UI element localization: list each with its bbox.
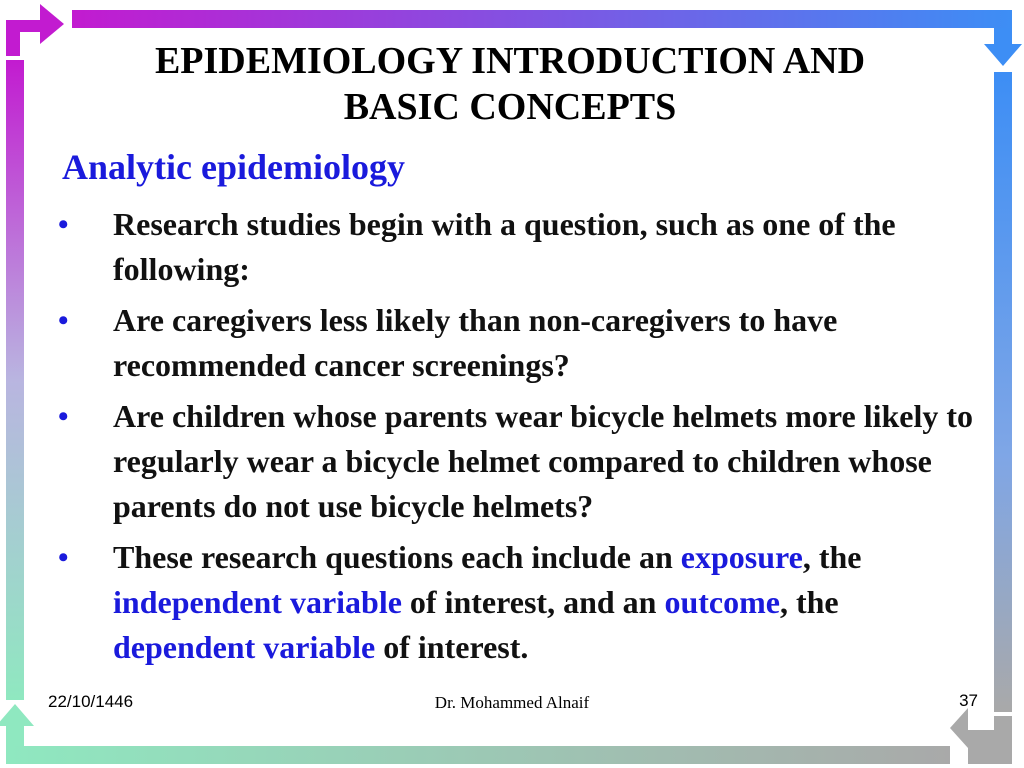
frame-left-bar bbox=[6, 60, 24, 700]
bullet-marker: • bbox=[58, 208, 69, 241]
bullet-text: Research studies begin with a question, such as one of the following: bbox=[113, 206, 896, 287]
bullet-marker: • bbox=[58, 400, 69, 433]
bullet-text: Are caregivers less likely than non-caregivers to have recommended cancer screenings? bbox=[113, 302, 838, 383]
bottom-right-arrow bbox=[950, 708, 1012, 764]
frame-right-bar bbox=[994, 72, 1012, 712]
frame-bottom-bar bbox=[6, 746, 950, 764]
frame-top-bar bbox=[72, 10, 1012, 28]
term-exposure: exposure bbox=[680, 539, 803, 575]
bullet-text-part: , the bbox=[802, 539, 862, 575]
page-number: 37 bbox=[959, 691, 978, 710]
top-left-arrow bbox=[6, 4, 64, 56]
section-subtitle: Analytic epidemiology bbox=[62, 147, 405, 187]
bullet-item bbox=[58, 535, 988, 670]
bullet-list bbox=[58, 202, 988, 676]
bullet-item bbox=[58, 202, 988, 292]
bullet-marker: • bbox=[58, 541, 69, 574]
bullet-text bbox=[113, 539, 861, 665]
bullet-text: Are children whose parents wear bicycle helmets more likely to regularly wear a bicycle helmet compared to children whose parents do not use bicycle helmets? bbox=[113, 398, 974, 524]
bullet-text-part: of interest. bbox=[375, 629, 529, 665]
page-title: EPIDEMIOLOGY INTRODUCTION AND BASIC CONCEPTS bbox=[154, 40, 866, 128]
bullet-text-part: , the bbox=[779, 584, 839, 620]
bullet-text-part: These research questions each include an bbox=[113, 539, 681, 575]
bullet-text-part: of interest, and an bbox=[401, 584, 665, 620]
term-independent-variable: independent variable bbox=[113, 584, 402, 620]
bullet-item bbox=[58, 298, 988, 388]
term-outcome: outcome bbox=[664, 584, 780, 620]
bullet-item bbox=[58, 394, 988, 529]
footer-author: Dr. Mohammed Alnaif bbox=[434, 693, 590, 712]
footer-date: 22/10/1446 bbox=[48, 692, 134, 711]
bullet-marker: • bbox=[58, 304, 69, 337]
top-right-arrow bbox=[984, 28, 1022, 66]
term-dependent-variable: dependent variable bbox=[113, 629, 376, 665]
